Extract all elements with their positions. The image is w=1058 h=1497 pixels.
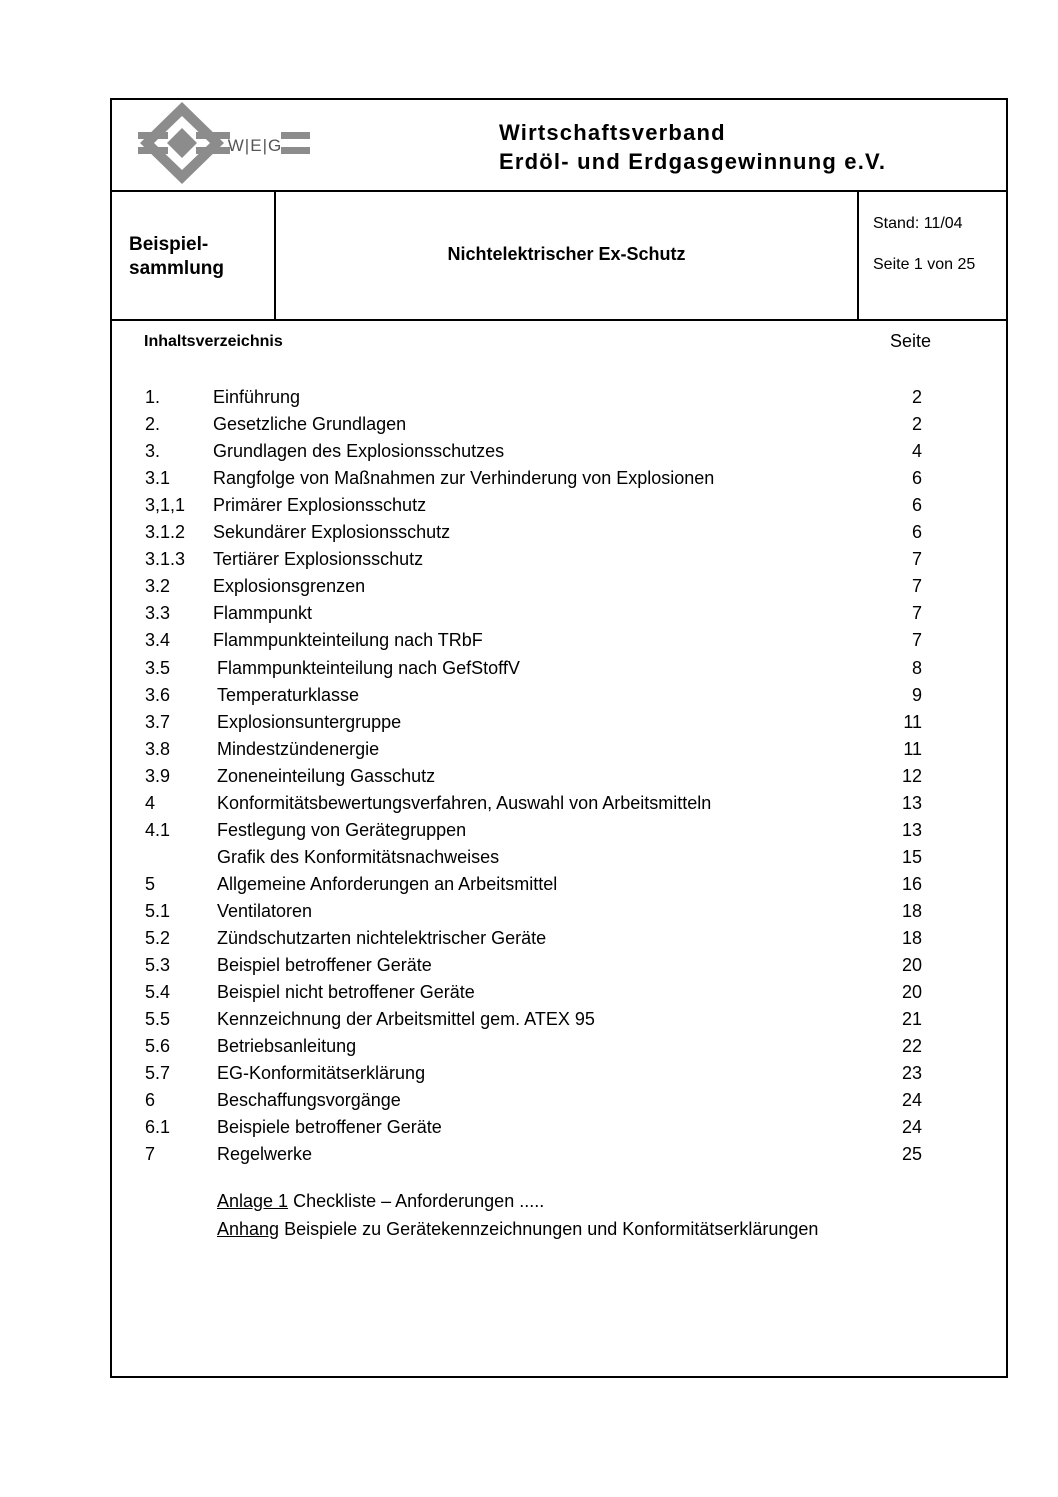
toc-entry-title: Beispiel betroffener Geräte (217, 955, 432, 976)
toc-entry-page: 2 (911, 414, 922, 435)
toc-entry-page: 13 (901, 792, 922, 813)
annex-entry (217, 1219, 818, 1240)
toc-entry (112, 576, 1006, 603)
toc-entry (112, 549, 1006, 576)
toc-entry-title: Gesetzliche Grundlagen (213, 414, 407, 435)
series-cell (112, 192, 276, 319)
toc-entry-title: Beispiele betroffener Geräte (217, 1117, 442, 1138)
toc-entry (112, 955, 1006, 982)
toc-entry-title: Temperaturklasse (217, 684, 360, 705)
meta-cell (859, 192, 1010, 319)
toc-entry-title: Tertiärer Explosionsschutz (213, 549, 424, 570)
toc-entry-title: Beispiel nicht betroffener Geräte (217, 982, 475, 1003)
toc-entry-page: 7 (911, 549, 922, 570)
toc-entry-page: 23 (901, 1063, 922, 1084)
toc-entry (112, 468, 1006, 495)
toc-entry (112, 1009, 1006, 1036)
toc-entry-title: Explosionsuntergruppe (217, 711, 402, 732)
toc-entry-number: 3.1 (145, 468, 171, 489)
toc-entry (112, 1117, 1006, 1144)
toc-entry-number: 5.5 (145, 1009, 171, 1030)
weg-logo (138, 102, 310, 184)
document-frame (110, 98, 1008, 1378)
toc-entry (112, 766, 1006, 793)
toc-entry (112, 685, 1006, 712)
toc-entry-number: 5.7 (145, 1063, 171, 1084)
toc-entry (112, 658, 1006, 685)
toc-entry-page: 7 (911, 576, 922, 597)
toc-entry-number: 5.2 (145, 928, 171, 948)
document-title: Nichtelektrischer Ex-Schutz (447, 244, 686, 264)
toc-entry-page: 21 (901, 1009, 922, 1030)
toc-entry-title: Kennzeichnung der Arbeitsmittel gem. ATEX 95 (217, 1009, 595, 1030)
toc-entry (112, 522, 1006, 549)
toc-entry-page: 7 (911, 630, 922, 651)
series-label (129, 233, 224, 281)
toc-entry-number: 3.3 (145, 603, 171, 624)
toc-entry (112, 387, 1006, 414)
toc-entry-page: 12 (901, 765, 922, 786)
toc-entry-page: 20 (901, 982, 922, 1003)
toc-entry-title: Zoneneinteilung Gasschutz (217, 765, 436, 786)
toc-entry-number: 4.1 (145, 819, 171, 840)
toc-entry (112, 603, 1006, 630)
annex-entry (217, 1191, 544, 1212)
toc-entry-page: 6 (911, 522, 922, 543)
toc-entry-number: 3.6 (145, 684, 171, 705)
toc-entry-page: 22 (901, 1036, 922, 1057)
toc-entry-number: 3.5 (145, 657, 171, 678)
toc-entry-number: 5.3 (145, 955, 171, 976)
toc-entry-title: Allgemeine Anforderungen an Arbeitsmittel (217, 873, 558, 894)
toc-entry-number: 3.2 (145, 576, 171, 597)
toc-entry (112, 1090, 1006, 1117)
toc-entry-title: Flammpunkt (213, 603, 313, 624)
toc-entry-title: Betriebsanleitung (217, 1036, 357, 1057)
toc-entry-number: 5.4 (145, 982, 171, 1003)
toc-entry (112, 1063, 1006, 1090)
toc-heading: Inhaltsverzeichnis (144, 333, 283, 350)
toc-entry-page: 11 (903, 738, 922, 759)
toc-entry-number: 7 (145, 1144, 156, 1165)
toc-entry-title: Zündschutzarten nichtelektrischer Geräte (217, 928, 547, 948)
toc-entry-title: Primärer Explosionsschutz (213, 495, 427, 516)
toc-entry-page: 2 (911, 387, 922, 407)
toc-entry-number: 3.8 (145, 738, 171, 759)
toc-entry (112, 847, 1006, 874)
toc-entry-number: 3.1.3 (145, 549, 186, 570)
toc-entry (112, 739, 1006, 766)
toc-entry (112, 928, 1006, 955)
toc-entry-page: 9 (911, 684, 922, 705)
toc-entry-page: 13 (901, 819, 922, 840)
annex-label: Anhang (217, 1219, 280, 1239)
toc-entry (112, 712, 1006, 739)
toc-entry-page: 18 (901, 900, 922, 921)
toc-entry-number: 5.6 (145, 1036, 171, 1057)
toc-entry-page: 18 (901, 928, 922, 948)
logo-text: W|E|G (227, 136, 283, 155)
toc-entry-title: Flammpunkteinteilung nach TRbF (213, 630, 483, 651)
toc-entry-title: Sekundärer Explosionsschutz (213, 522, 451, 543)
toc-entry-title: Grafik des Konformitätsnachweises (217, 846, 500, 867)
toc-entry-number: 2. (145, 414, 161, 435)
toc-entry-page: 20 (901, 955, 922, 976)
toc-entry-number: 5 (145, 873, 156, 894)
toc-entry-number: 5.1 (145, 900, 171, 921)
toc-entry-number: 3. (145, 441, 161, 462)
toc-entry-title: Ventilatoren (217, 900, 313, 921)
toc-entry-number: 3.1.2 (145, 522, 186, 543)
toc-entry (112, 793, 1006, 820)
org-name-line1: Wirtschaftsverband (499, 120, 726, 145)
toc-entry-page: 6 (911, 468, 922, 489)
toc-entry (112, 414, 1006, 441)
toc-entry-number: 3.9 (145, 765, 171, 786)
toc-entry-title: EG-Konformitätserklärung (217, 1063, 426, 1084)
title-cell (276, 192, 859, 319)
toc-entry-number: 3,1,1 (145, 495, 186, 516)
toc-entry-page: 24 (901, 1090, 922, 1111)
org-name-line2: Erdöl- und Erdgasgewinnung e.V. (499, 149, 887, 174)
annex-text: Beispiele zu Gerätekennzeichnungen und Konformitätserklärungen (279, 1219, 819, 1239)
toc-entry-title: Festlegung von Gerätegruppen (217, 819, 467, 840)
toc-entry-page: 25 (901, 1144, 922, 1165)
toc-entry-title: Rangfolge von Maßnahmen zur Verhinderung von Explosionen (213, 468, 715, 489)
toc-entry-title: Konformitätsbewertungsverfahren, Auswahl von Arbeitsmitteln (217, 792, 712, 813)
toc-entry-page: 15 (901, 846, 922, 867)
toc-entry-title: Einführung (213, 387, 301, 407)
toc-entry (112, 874, 1006, 901)
toc-page-column-heading: Seite (890, 331, 932, 351)
toc-entry-page: 7 (911, 603, 922, 624)
revision-date: Stand: 11/04 (873, 215, 963, 232)
annex-text: Checkliste – Anforderungen ..... (288, 1191, 545, 1211)
toc-entry (112, 441, 1006, 468)
toc-entry-title: Regelwerke (217, 1144, 313, 1165)
title-block (112, 192, 1006, 321)
page-number: Seite 1 von 25 (873, 256, 976, 273)
toc-entry-title: Beschaffungsvorgänge (217, 1090, 401, 1111)
toc-entry-number: 3.4 (145, 630, 171, 651)
toc-entry (112, 630, 1006, 657)
annex-label: Anlage 1 (217, 1191, 289, 1211)
toc-entry-page: 8 (911, 657, 922, 678)
series-line1: Beispiel- (129, 234, 209, 255)
toc-entry-page: 24 (901, 1117, 922, 1138)
toc-entry (112, 495, 1006, 522)
toc-entry-title: Grundlagen des Explosionsschutzes (213, 441, 505, 462)
toc-entry-page: 11 (903, 711, 922, 732)
organization-name (499, 118, 886, 176)
toc-entry (112, 820, 1006, 847)
letterhead (112, 100, 1006, 192)
series-line2: sammlung (129, 258, 225, 279)
toc-entry-number: 6.1 (145, 1117, 171, 1138)
toc-entry-number: 1. (145, 387, 161, 407)
toc-entry-number: 6 (145, 1090, 156, 1111)
toc-entry (112, 1144, 1006, 1171)
toc-entry (112, 982, 1006, 1009)
toc-entry (112, 901, 1006, 928)
toc-entry-title: Flammpunkteinteilung nach GefStoffV (217, 657, 520, 678)
toc-entry-page: 4 (911, 441, 922, 462)
toc-entry-title: Mindestzündenergie (217, 738, 380, 759)
toc-entry-number: 3.7 (145, 711, 171, 732)
toc-entry-page: 6 (911, 495, 922, 516)
toc-entry-number: 4 (145, 792, 156, 813)
toc-entry-title: Explosionsgrenzen (213, 576, 366, 597)
toc-entry (112, 1036, 1006, 1063)
toc-entry-page: 16 (901, 873, 922, 894)
